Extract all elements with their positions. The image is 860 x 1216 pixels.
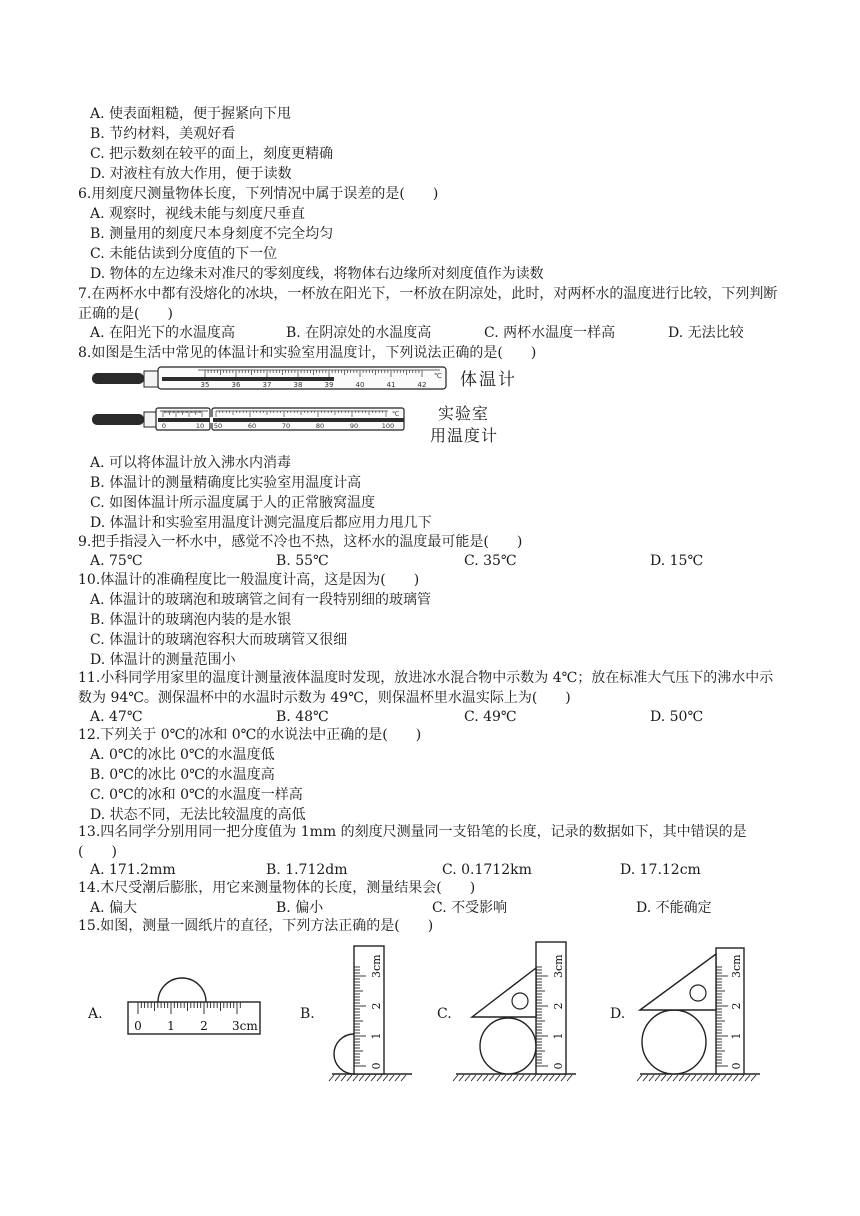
circle-paper	[642, 1010, 706, 1074]
q10-option-b: B. 体温计的玻璃泡内装的是水银	[90, 612, 292, 628]
triangle-ruler	[472, 968, 536, 1017]
q9-option-b: B. 55℃	[276, 553, 329, 569]
option-b-figure	[329, 946, 412, 1081]
option-c-figure	[453, 942, 576, 1081]
q14-option-d: D. 不能确定	[636, 900, 712, 916]
ruler-tick-label: 0	[370, 1062, 383, 1070]
lab-thermometer-label-line2: 用温度计	[430, 426, 499, 445]
q7-option-b: B. 在阴凉处的水温度高	[286, 325, 432, 341]
ruler-tick-label: 3cm	[730, 954, 743, 978]
q12-stem: 12.下列关于 0℃的冰和 0℃的水说法中正确的是( )	[78, 727, 422, 743]
q10-option-d: D. 体温计的测量范围小	[90, 652, 236, 668]
ruler-measurement-drawing	[120, 938, 770, 1084]
q6-option-a: A. 观察时，视线未能与刻度尺垂直	[90, 206, 306, 222]
q10-option-c: C. 体温计的玻璃泡容积大而玻璃管又很细	[90, 632, 348, 648]
q8-stem: 8.如图是生活中常见的体温计和实验室用温度计，下列说法正确的是( )	[78, 345, 537, 361]
q15-label-b: B.	[300, 1006, 315, 1022]
lab-tick-label: 50	[213, 422, 223, 430]
q14-option-c: C. 不受影响	[432, 900, 508, 916]
clinical-tick-label: 39	[324, 381, 334, 389]
circle-paper	[480, 1018, 536, 1074]
ruler-tick-label: 1	[730, 1032, 743, 1040]
q9-options	[90, 551, 770, 571]
ruler-tick-label: 0	[730, 1062, 743, 1070]
clinical-tick-label: 41	[386, 381, 396, 389]
q13-option-c: C. 0.1712km	[442, 862, 532, 878]
lab-tick-label: 90	[349, 422, 359, 430]
q15-label-c: C.	[437, 1006, 452, 1022]
clinical-tick-label: 35	[200, 381, 210, 389]
ruler-tick-label: 3cm	[552, 954, 565, 978]
q14-stem: 14.木尺受潮后膨胀，用它来测量物体的长度，测量结果会( )	[78, 880, 476, 896]
ruler-tick-label: 3cm	[370, 954, 383, 978]
q5-option-c: C. 把示数刻在较平的面上，刻度更精确	[90, 146, 334, 162]
q7-option-d: D. 无法比较	[668, 325, 744, 341]
q12-option-d: D. 状态不同，无法比较温度的高低	[90, 807, 306, 823]
clinical-thermometer	[92, 367, 446, 389]
q5-option-d: D. 对液柱有放大作用，便于读数	[90, 166, 292, 182]
ruler-tick-label: 1	[552, 1032, 565, 1040]
q11-stem: 11.小科同学用家里的温度计测量液体温度时发现，放进冰水混合物中示数为 4℃；放在标准大气压下的沸水中示数为 94℃。测保温杯中的水温时示数为 49℃，则保温杯里水温实际上为( )	[78, 670, 774, 706]
clinical-tick-label: 36	[231, 381, 241, 389]
lab-tick-label: 10	[195, 422, 205, 430]
lab-tick-label: 60	[247, 422, 257, 430]
q12-option-b: B. 0℃的冰比 0℃的水温度高	[90, 767, 275, 783]
clinical-tick-label: 37	[262, 381, 272, 389]
q6-option-b: B. 测量用的刻度尺本身刻度不完全均匀	[90, 226, 334, 242]
q11-option-d: D. 50℃	[650, 709, 704, 725]
circle-paper	[158, 978, 206, 1002]
clinical-tick-label: 42	[417, 381, 427, 389]
q7-option-a: A. 在阳光下的水温度高	[90, 325, 236, 341]
triangle-hole	[512, 993, 528, 1009]
q15-label-a: A.	[88, 1006, 103, 1022]
q6-option-d: D. 物体的左边缘未对准尺的零刻度线，将物体右边缘所对刻度值作为读数	[90, 266, 544, 282]
q13-option-b: B. 1.712dm	[266, 862, 348, 878]
q9-option-a: A. 75℃	[90, 553, 143, 569]
ruler-tick-label: 2	[552, 1002, 565, 1010]
q8-option-d: D. 体温计和实验室用温度计测完温度后都应用力甩几下	[90, 515, 432, 531]
q7-options	[90, 323, 770, 343]
ruler-tick-label: 2	[370, 1002, 383, 1010]
lab-thermometer-label-line1: 实验室	[438, 404, 490, 423]
ruler-tick-label: 2	[730, 1002, 743, 1010]
q11-option-b: B. 48℃	[276, 709, 329, 725]
lab-tick-label: 70	[281, 422, 291, 430]
q11-options	[90, 707, 770, 727]
q13-options	[90, 860, 770, 880]
q12-option-a: A. 0℃的冰比 0℃的水温度低	[90, 747, 275, 763]
ruler-tick-label: 2	[200, 1019, 208, 1033]
q8-option-b: B. 体温计的测量精确度比实验室用温度计高	[90, 475, 362, 491]
q11-option-a: A. 47℃	[90, 709, 143, 725]
option-d-figure	[637, 948, 760, 1081]
q13-option-a: A. 171.2mm	[90, 862, 176, 878]
q9-option-c: C. 35℃	[464, 553, 517, 569]
option-a-figure	[128, 978, 260, 1034]
clinical-tick-label: 38	[293, 381, 303, 389]
q15-label-d: D.	[610, 1006, 626, 1022]
triangle-hole	[690, 985, 706, 1001]
triangle-ruler	[640, 954, 716, 1010]
lab-tick-label: 0	[161, 422, 167, 430]
q10-option-a: A. 体温计的玻璃泡和玻璃管之间有一段特别细的玻璃管	[90, 592, 432, 608]
ruler-tick-label: 3cm	[232, 1019, 258, 1033]
ruler-tick-label: 0	[552, 1062, 565, 1070]
q8-option-c: C. 如图体温计所示温度属于人的正常腋窝温度	[90, 495, 376, 511]
q15-stem: 15.如图，测量一圆纸片的直径，下列方法正确的是( )	[78, 918, 434, 934]
q7-option-c: C. 两杯水温度一样高	[484, 325, 616, 341]
q13-option-d: D. 17.12cm	[620, 862, 701, 878]
q6-stem: 6.用刻度尺测量物体长度，下列情况中属于误差的是( )	[78, 186, 439, 202]
ruler-tick-label: 0	[134, 1019, 142, 1033]
q11-option-c: C. 49℃	[464, 709, 517, 725]
clinical-unit-label: ℃	[434, 372, 442, 380]
clinical-thermometer-label: 体温计	[460, 370, 517, 390]
clinical-tick-label: 40	[355, 381, 365, 389]
q8-option-a: A. 可以将体温计放入沸水内消毒	[90, 455, 292, 471]
thermometer-figure	[88, 364, 518, 454]
lab-tick-label: 80	[315, 422, 325, 430]
q9-stem: 9.把手指浸入一杯水中，感觉不冷也不热，这杯水的温度最可能是( )	[78, 534, 523, 550]
q14-options	[90, 898, 770, 918]
ruler-tick-label: 1	[370, 1032, 383, 1040]
q7-stem: 7.在两杯水中都有没熔化的冰块，一杯放在阳光下，一杯放在阴凉处，此时，对两杯水的温度进行比较，下列判断正确的是( )	[78, 286, 778, 322]
q6-option-c: C. 未能估读到分度值的下一位	[90, 246, 278, 262]
lab-unit-label: ℃	[392, 410, 400, 418]
q9-option-d: D. 15℃	[650, 553, 704, 569]
q12-option-c: C. 0℃的冰和 0℃的水温度一样高	[90, 787, 303, 803]
q5-option-b: B. 节约材料，美观好看	[90, 126, 236, 142]
q14-option-b: B. 偏小	[276, 900, 324, 916]
q13-stem: 13.四名同学分别用同一把分度值为 1mm 的刻度尺测量同一支铅笔的长度，记录的数据如下，其中错误的是( )	[78, 824, 747, 860]
q5-option-a: A. 使表面粗糙，便于握紧向下甩	[90, 106, 292, 122]
lab-tick-label: 100	[381, 422, 395, 430]
ruler-tick-label: 1	[167, 1019, 175, 1033]
lab-thermometer	[92, 408, 404, 430]
ruler-measurement-figures	[120, 938, 770, 1084]
q14-option-a: A. 偏大	[90, 900, 138, 916]
q10-stem: 10.体温计的准确程度比一般温度计高，这是因为( )	[78, 572, 420, 588]
